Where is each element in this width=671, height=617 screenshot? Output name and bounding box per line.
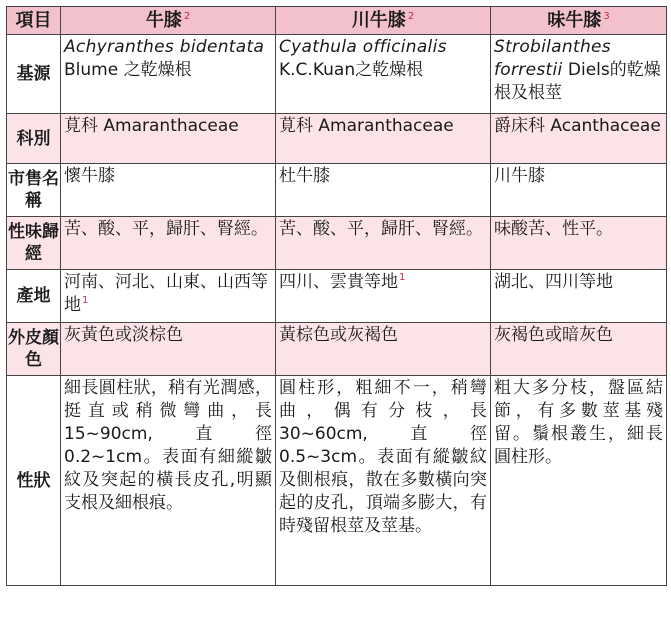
header-row <box>7 7 667 35</box>
row-label: 外皮顏色 <box>7 323 61 376</box>
cell: 味酸苦、性平。 <box>491 217 667 270</box>
reference-mark: 1 <box>399 272 406 284</box>
comparison-table <box>6 6 667 586</box>
row-family <box>7 114 667 164</box>
cell: 灰黃色或淡棕色 <box>61 323 276 376</box>
row-nature-meridian <box>7 217 667 270</box>
cell: 四川、雲貴等地$^1$ <box>276 270 491 323</box>
row-label: 基源 <box>7 35 61 114</box>
row-origin <box>7 270 667 323</box>
row-skin-color <box>7 323 667 376</box>
reference-mark: 1 <box>82 295 89 307</box>
cell: 莧科 Amaranthaceae <box>276 114 491 164</box>
reference-mark: 2 <box>407 11 415 22</box>
header-chuan-niuxi: 川牛膝 $^2$ <box>276 7 491 35</box>
row-label: 性味歸經 <box>7 217 61 270</box>
cell: 苦、酸、平，歸肝、腎經。 <box>276 217 491 270</box>
row-label: 科別 <box>7 114 61 164</box>
cell: 細長圓柱狀，稍有光潤感，挺直或稍微彎曲，長15~90cm,直徑0.2~1cm。表面有細縱皺紋及突起的橫長皮孔,明顯支根及細根痕。 <box>61 376 276 586</box>
row-label: 市售名稱 <box>7 164 61 217</box>
cell: 湖北、四川等地 <box>491 270 667 323</box>
row-characteristics <box>7 376 667 586</box>
cell: 圓柱形，粗細不一，稍彎曲，偶有分枝，長30~60cm,直徑0.5~3cm。表面有縱皺紋及側根痕，散在多數橫向突起的皮孔，頂端多膨大，有時殘留根莖及莖基。 <box>276 376 491 586</box>
reference-mark: 2 <box>183 11 191 22</box>
row-market-name <box>7 164 667 217</box>
cell: Achyranthes bidentata Blume 之乾燥根 <box>61 35 276 114</box>
cell: 爵床科 Acanthaceae <box>491 114 667 164</box>
row-label: 性狀 <box>7 376 61 586</box>
cell: 杜牛膝 <box>276 164 491 217</box>
row-source <box>7 35 667 114</box>
header-wei-niuxi: 味牛膝 $^3$ <box>491 7 667 35</box>
row-label: 產地 <box>7 270 61 323</box>
cell: Strobilanthes forrestii Diels的乾燥根及根莖 <box>491 35 667 114</box>
header-item: 項目 <box>7 7 61 35</box>
reference-mark: 3 <box>603 11 610 22</box>
cell: 灰褐色或暗灰色 <box>491 323 667 376</box>
cell: 川牛膝 <box>491 164 667 217</box>
cell: 河南、河北、山東、山西等地$^1$ <box>61 270 276 323</box>
cell: Cyathula officinalis K.C.Kuan之乾燥根 <box>276 35 491 114</box>
cell: 黃棕色或灰褐色 <box>276 323 491 376</box>
cell: 懷牛膝 <box>61 164 276 217</box>
cell: 莧科 Amaranthaceae <box>61 114 276 164</box>
cell: 粗大多分枝，盤區結節，有多數莖基殘留。鬚根叢生，細長圓柱形。 <box>491 376 667 586</box>
header-niuxi: 牛膝 $^2$ <box>61 7 276 35</box>
cell: 苦、酸、平，歸肝、腎經。 <box>61 217 276 270</box>
